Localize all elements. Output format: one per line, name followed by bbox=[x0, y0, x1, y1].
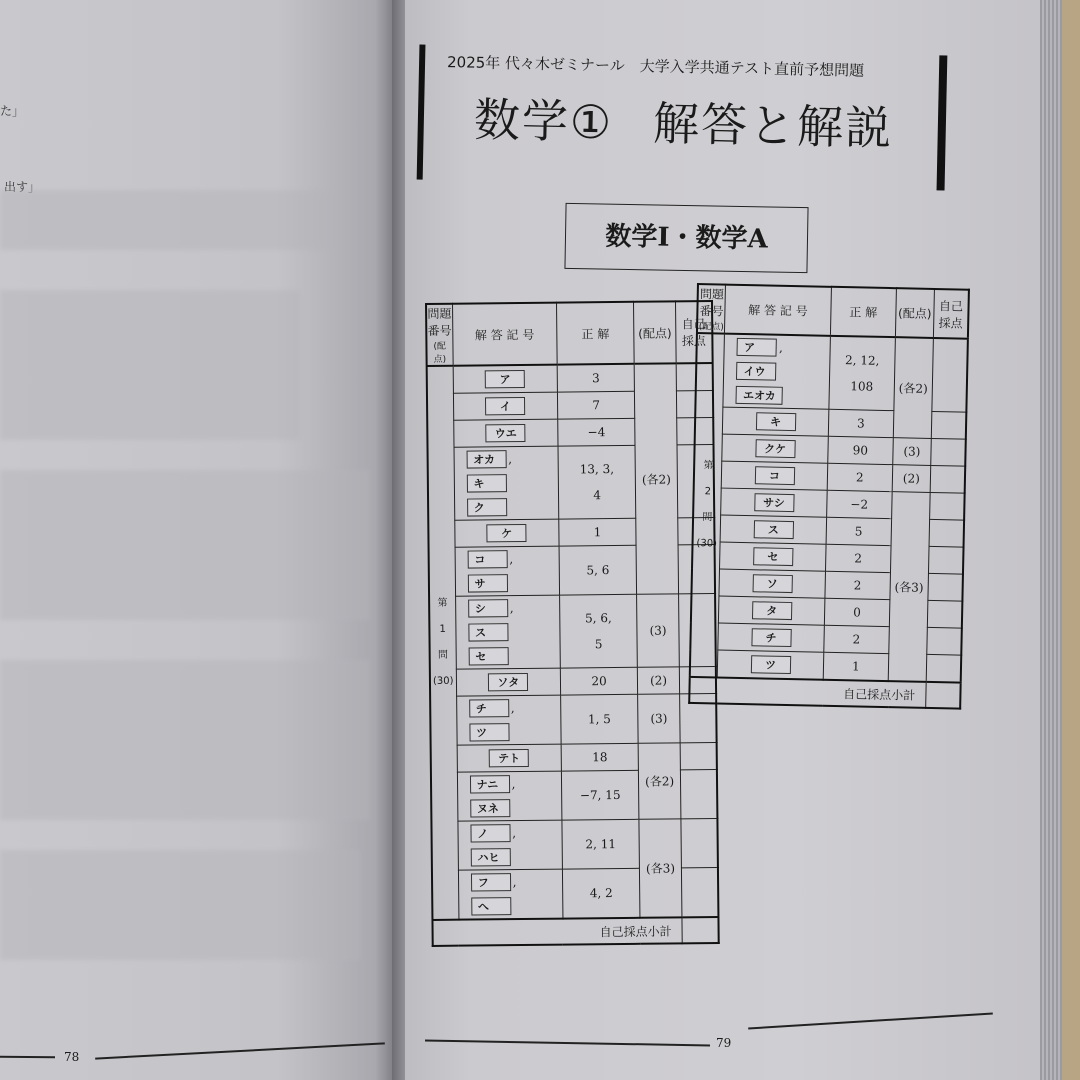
answer-key-box: ハヒ bbox=[470, 848, 510, 866]
answer-line: 4, 2 bbox=[589, 886, 613, 901]
answer-keys bbox=[721, 488, 827, 517]
self-score-cell[interactable] bbox=[930, 438, 965, 466]
answer-keys bbox=[453, 365, 558, 394]
left-figure bbox=[0, 470, 370, 620]
key-line: ナニ , ヌネ bbox=[468, 772, 562, 821]
self-score-cell[interactable] bbox=[926, 654, 961, 682]
answer-key-box: コ bbox=[467, 550, 507, 568]
table-row bbox=[431, 742, 717, 772]
answer-key-box: ソ bbox=[752, 574, 792, 593]
header-self-score bbox=[933, 289, 969, 339]
correct-answer bbox=[557, 364, 635, 392]
correct-answer bbox=[559, 518, 637, 546]
answer-keys bbox=[720, 515, 826, 544]
table-row bbox=[431, 818, 717, 870]
correct-answer bbox=[826, 490, 892, 518]
correct-answer bbox=[560, 667, 638, 695]
key-line bbox=[453, 367, 557, 392]
points: (各2) bbox=[634, 363, 678, 594]
correct-answer bbox=[826, 517, 892, 545]
correct-answer bbox=[823, 652, 889, 681]
answer-line: 5, 6 bbox=[586, 563, 610, 578]
key-line bbox=[734, 383, 829, 409]
answer-key-box: テト bbox=[489, 749, 529, 767]
series-title: 2025年 代々木ゼミナール 大学入学共通テスト直前予想問題 bbox=[446, 53, 865, 80]
problem-label-text: (30) bbox=[432, 675, 454, 687]
header-text: 番号 bbox=[427, 323, 452, 338]
header-correct-answer: 正 解 bbox=[556, 302, 634, 365]
key-line: コ , サ bbox=[465, 547, 559, 596]
answer-key-box: ウエ bbox=[486, 424, 526, 442]
points: (3) bbox=[637, 594, 680, 667]
points: (2) bbox=[638, 667, 680, 694]
answer-keys bbox=[458, 869, 563, 920]
self-score-cell[interactable] bbox=[932, 338, 968, 412]
key-line bbox=[720, 544, 825, 570]
answer-keys bbox=[458, 820, 563, 870]
self-score-cell[interactable] bbox=[929, 492, 964, 520]
key-line bbox=[456, 670, 560, 695]
key-line bbox=[457, 746, 561, 771]
table-row bbox=[427, 363, 713, 393]
answer-line: 4 bbox=[593, 488, 602, 503]
left-text-fragment: 出す」 bbox=[4, 180, 41, 194]
answer-line: 18 bbox=[592, 750, 608, 765]
points: (2) bbox=[892, 465, 930, 493]
answer-keys bbox=[457, 744, 562, 772]
answer-key-box: ソタ bbox=[488, 673, 528, 691]
header-points: (配点) bbox=[895, 288, 934, 338]
correct-answer bbox=[562, 868, 640, 918]
header-text: 番号 bbox=[699, 304, 724, 319]
section-title: 数学Ⅰ・数学A bbox=[564, 203, 808, 273]
key-line: ノ , ハヒ bbox=[468, 821, 562, 870]
points: (3) bbox=[638, 694, 680, 743]
answer-key-box: オカ bbox=[466, 450, 506, 468]
table-row bbox=[695, 333, 967, 412]
key-line: ア , イウ bbox=[734, 335, 829, 385]
correct-answer bbox=[561, 770, 639, 820]
key-line bbox=[723, 409, 828, 435]
correct-answer bbox=[558, 445, 636, 519]
header-answer-keys: 解 答 記 号 bbox=[452, 303, 557, 366]
answer-key-box: サシ bbox=[754, 493, 794, 512]
header-text: 自己 bbox=[938, 298, 964, 314]
answer-key-box: フ bbox=[471, 873, 511, 891]
self-score-cell[interactable] bbox=[931, 411, 966, 439]
self-score-cell[interactable] bbox=[927, 627, 962, 655]
subtotal-cell[interactable] bbox=[925, 682, 960, 709]
table-row bbox=[430, 693, 716, 745]
subject: 数学① bbox=[473, 92, 614, 150]
answer-table-problem-1 bbox=[425, 300, 720, 947]
answer-line: 5 bbox=[594, 637, 603, 652]
key-line: フ , へ bbox=[469, 870, 563, 919]
answer-line: −2 bbox=[850, 497, 869, 512]
answer-line: 2 bbox=[852, 632, 861, 647]
header-text: (配点) bbox=[698, 322, 724, 333]
page-title bbox=[473, 84, 894, 159]
answer-keys bbox=[453, 392, 558, 420]
answer-key-box: チ bbox=[751, 628, 791, 647]
self-score-cell[interactable] bbox=[927, 600, 962, 628]
answer-key-box: イ bbox=[485, 397, 525, 415]
correct-answer bbox=[560, 594, 638, 668]
correct-answer bbox=[561, 743, 639, 771]
page-number-left: 78 bbox=[64, 1050, 80, 1064]
self-score-cell[interactable] bbox=[928, 573, 963, 601]
answer-key-box: コ bbox=[754, 466, 794, 485]
points: (各3) bbox=[639, 819, 682, 918]
key-line: チ , ツ bbox=[467, 696, 561, 745]
table-row bbox=[430, 666, 716, 696]
key-line bbox=[718, 652, 823, 678]
problem-label-text: 2 bbox=[704, 486, 712, 498]
key-line bbox=[465, 495, 559, 520]
answer-line: 2 bbox=[853, 578, 862, 593]
table-row bbox=[429, 593, 716, 669]
correct-answer bbox=[562, 819, 640, 869]
answer-keys bbox=[457, 771, 562, 821]
title-box bbox=[417, 44, 948, 190]
key-line bbox=[722, 490, 827, 516]
correct-answer bbox=[828, 409, 894, 437]
answer-key-box: イウ bbox=[736, 362, 776, 381]
answer-line: 5, 6, bbox=[584, 611, 612, 626]
header-text: 自己 bbox=[681, 317, 706, 332]
answer-keys bbox=[719, 569, 825, 598]
answer-line: 1, 5 bbox=[587, 712, 611, 727]
key-line bbox=[723, 436, 828, 462]
answer-keys bbox=[455, 595, 560, 669]
answer-keys bbox=[719, 596, 825, 625]
answer-keys bbox=[454, 446, 559, 520]
answer-key-box: へ bbox=[471, 897, 511, 915]
answer-key-box: ア bbox=[485, 370, 525, 388]
answer-line: 2 bbox=[855, 470, 864, 485]
subtotal-label: 自己採点小計 bbox=[689, 677, 926, 708]
answer-keys bbox=[454, 519, 559, 547]
header-answer-keys: 解 答 記 号 bbox=[725, 285, 831, 336]
answer-line: −7, 15 bbox=[579, 787, 621, 803]
header-row bbox=[697, 284, 969, 339]
header-points: (配点) bbox=[634, 301, 676, 363]
correct-answer bbox=[829, 336, 896, 411]
correct-answer bbox=[825, 571, 891, 599]
answer-key-box: キ bbox=[755, 412, 795, 431]
answer-key-box: ヌネ bbox=[470, 799, 510, 817]
answer-key-box: セ bbox=[468, 647, 508, 665]
key-line bbox=[720, 571, 825, 597]
problem-label-text: 1 bbox=[439, 623, 446, 635]
answer-keys bbox=[456, 668, 561, 696]
answer-line: 3 bbox=[591, 371, 600, 386]
answer-line: 0 bbox=[853, 605, 861, 620]
correct-answer bbox=[558, 418, 636, 446]
answer-key-box: エオカ bbox=[736, 386, 783, 405]
answer-key-box: シ bbox=[468, 599, 508, 617]
key-line bbox=[466, 644, 560, 669]
key-line bbox=[722, 463, 827, 489]
answer-line: 1 bbox=[851, 659, 860, 674]
answer-key-box: チ bbox=[469, 699, 509, 717]
answer-keys bbox=[723, 334, 830, 410]
points: (各2) bbox=[893, 337, 933, 438]
answer-line: 13, 3, bbox=[579, 462, 615, 477]
correct-answer bbox=[824, 598, 890, 626]
key-line bbox=[719, 625, 824, 651]
key-line bbox=[721, 517, 826, 543]
answer-line: −4 bbox=[587, 425, 606, 440]
header-text: 採点 bbox=[681, 334, 706, 349]
answer-key-box: ケ bbox=[487, 524, 527, 542]
answer-line: 2 bbox=[854, 551, 863, 566]
header-row bbox=[426, 301, 713, 366]
problem-label-text: 問 bbox=[437, 649, 449, 661]
answer-key-box: サ bbox=[467, 574, 507, 592]
left-page bbox=[0, 0, 395, 1080]
answer-keys bbox=[718, 623, 824, 652]
self-score-cell[interactable] bbox=[680, 769, 717, 818]
points: (3) bbox=[893, 438, 931, 466]
answer-line: 5 bbox=[854, 524, 863, 539]
correct-answer bbox=[827, 436, 893, 464]
correct-answer bbox=[827, 463, 893, 491]
problem-label-text: 第 bbox=[437, 597, 448, 609]
answer-keys bbox=[455, 546, 560, 596]
points: (各3) bbox=[888, 492, 930, 682]
key-line: シ , ス bbox=[466, 596, 560, 645]
header-text: 問題 bbox=[699, 287, 725, 302]
header-correct-answer: 正 解 bbox=[830, 287, 896, 337]
self-score-cell[interactable] bbox=[928, 546, 963, 574]
correct-answer bbox=[561, 694, 639, 744]
answer-key-box: セ bbox=[753, 547, 793, 566]
answer-table-problem-2 bbox=[688, 283, 970, 710]
answer-keys bbox=[453, 419, 558, 447]
answer-keys bbox=[723, 407, 829, 436]
correct-answer bbox=[559, 545, 637, 595]
points: (各2) bbox=[638, 743, 681, 819]
self-score-cell[interactable] bbox=[930, 465, 965, 493]
answer-keys bbox=[718, 650, 824, 680]
problem-label-text: 問 bbox=[702, 512, 713, 524]
answer-key-box: クケ bbox=[755, 439, 795, 458]
answer-keys bbox=[720, 542, 826, 571]
header-problem-number bbox=[697, 284, 726, 334]
answer-key-box: ア bbox=[737, 338, 777, 357]
key-line bbox=[455, 521, 559, 546]
key-line bbox=[719, 598, 824, 624]
answer-key-box: ス bbox=[468, 623, 508, 641]
subtotal-row bbox=[432, 917, 718, 946]
answer-key-box: ク bbox=[467, 498, 507, 516]
answer-keys bbox=[722, 434, 828, 463]
answer-line: 90 bbox=[852, 443, 869, 458]
header-text: (配点) bbox=[433, 341, 447, 365]
page-number-right: 79 bbox=[716, 1036, 732, 1050]
header-text: 採点 bbox=[938, 315, 963, 331]
self-score-cell[interactable] bbox=[681, 867, 718, 917]
header-problem-number bbox=[426, 304, 453, 366]
problem-label-text: 第 bbox=[703, 460, 714, 472]
title-text: 解答と解説 bbox=[652, 96, 894, 156]
key-line bbox=[454, 421, 558, 446]
answer-line: 20 bbox=[591, 674, 607, 689]
answer-line: 2, 12, bbox=[844, 353, 880, 368]
correct-answer bbox=[825, 544, 891, 572]
answer-key-box: ス bbox=[753, 520, 793, 539]
left-text-fragment: た」 bbox=[0, 104, 25, 118]
left-figure bbox=[0, 660, 370, 820]
self-score-cell[interactable] bbox=[929, 519, 964, 547]
answer-line: 2, 11 bbox=[585, 837, 617, 852]
answer-key-box: キ bbox=[466, 474, 506, 492]
problem-label-text: (30) bbox=[696, 538, 718, 550]
correct-answer bbox=[823, 625, 889, 653]
page-edges bbox=[1040, 0, 1062, 1080]
answer-keys bbox=[722, 461, 828, 490]
subtotal-label: 自己採点小計 bbox=[432, 917, 682, 946]
self-score-cell[interactable] bbox=[681, 818, 718, 867]
answer-key-box: ツ bbox=[469, 723, 509, 741]
answer-line: 7 bbox=[592, 398, 601, 413]
answer-key-box: ツ bbox=[750, 655, 790, 674]
correct-answer bbox=[557, 391, 635, 419]
answer-line: 108 bbox=[850, 379, 874, 394]
answer-line: 3 bbox=[856, 416, 865, 431]
subtotal-cell[interactable] bbox=[682, 917, 719, 943]
answer-key-box: ノ bbox=[470, 824, 510, 842]
answer-key-box: ナニ bbox=[470, 775, 510, 793]
header-text: 問題 bbox=[427, 306, 452, 321]
subtotal-row bbox=[689, 677, 960, 709]
answer-key-box: タ bbox=[752, 601, 792, 620]
key-line: オカ , キ bbox=[464, 447, 558, 496]
answer-line: 1 bbox=[593, 525, 602, 540]
key-line bbox=[454, 394, 558, 419]
answer-keys bbox=[456, 695, 561, 745]
self-score-cell[interactable] bbox=[680, 742, 717, 769]
